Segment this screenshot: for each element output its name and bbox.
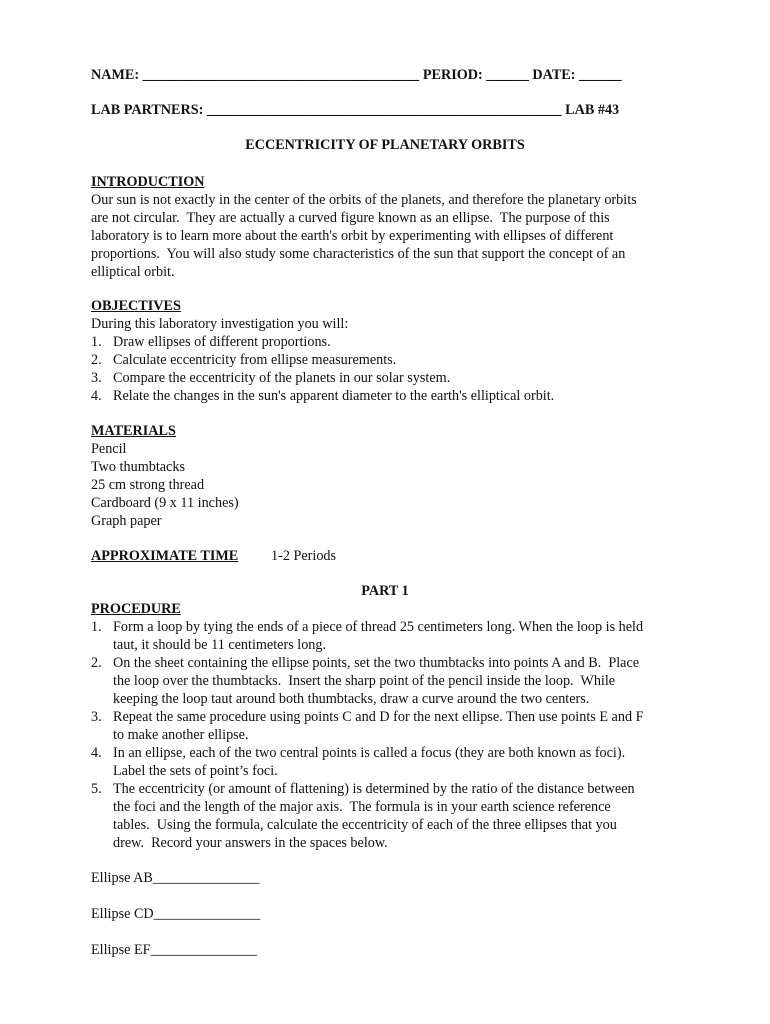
material-item: Graph paper xyxy=(91,513,162,529)
objectives-intro: During this laboratory investigation you will: xyxy=(91,316,349,332)
introduction-line: laboratory is to learn more about the earth's orbit by experimenting with ellipses of different xyxy=(91,228,614,244)
introduction-line: elliptical orbit. xyxy=(91,264,175,280)
introduction-heading: INTRODUCTION xyxy=(91,174,205,190)
objective-text: Compare the eccentricity of the planets in our solar system. xyxy=(113,370,451,386)
approximate-time-heading: APPROXIMATE TIME xyxy=(91,548,239,564)
introduction-line: Our sun is not exactly in the center of the orbits of the planets, and therefore the planetary orbits xyxy=(91,192,637,208)
objective-text: Relate the changes in the sun's apparent diameter to the earth's elliptical orbit. xyxy=(113,388,555,404)
objective-number: 2. xyxy=(91,352,102,368)
step-line: drew. Record your answers in the spaces below. xyxy=(113,835,388,851)
step-line: tables. Using the formula, calculate the eccentricity of each of the three ellipses that you xyxy=(113,817,617,833)
name-period-date-line: NAME: _______________________________________ PERIOD: ______ DATE: ______ xyxy=(91,67,622,83)
material-item: Cardboard (9 x 11 inches) xyxy=(91,495,239,511)
step-line: keeping the loop taut around both thumbtacks, draw a curve around the two centers. xyxy=(113,691,590,707)
materials-heading: MATERIALS xyxy=(91,423,176,439)
material-item: Two thumbtacks xyxy=(91,459,185,475)
part-title: PART 1 xyxy=(361,583,409,599)
step-line: to make another ellipse. xyxy=(113,727,249,743)
answer-ellipse-cd[interactable]: Ellipse CD_______________ xyxy=(91,906,261,922)
step-number: 4. xyxy=(91,745,102,761)
step-number: 2. xyxy=(91,655,102,671)
step-line: taut, it should be 11 centimeters long. xyxy=(113,637,327,653)
step-number: 3. xyxy=(91,709,102,725)
step-line: Repeat the same procedure using points C and D for the next ellipse. Then use points E and F xyxy=(113,709,644,725)
step-line: In an ellipse, each of the two central points is called a focus (they are both known as foci). xyxy=(113,745,626,761)
step-number: 5. xyxy=(91,781,102,797)
material-item: 25 cm strong thread xyxy=(91,477,205,493)
objective-number: 4. xyxy=(91,388,102,404)
step-number: 1. xyxy=(91,619,102,635)
objectives-heading: OBJECTIVES xyxy=(91,298,181,314)
step-line: Label the sets of point’s foci. xyxy=(113,763,278,779)
objective-number: 1. xyxy=(91,334,102,350)
step-line: the loop over the thumbtacks. Insert the sharp point of the pencil inside the loop. While xyxy=(113,673,616,689)
approximate-time-value: 1-2 Periods xyxy=(271,548,337,564)
objective-number: 3. xyxy=(91,370,102,386)
introduction-line: proportions. You will also study some characteristics of the sun that support the concept of an xyxy=(91,246,626,262)
step-line: The eccentricity (or amount of flattening) is determined by the ratio of the distance between xyxy=(113,781,635,797)
lab-partners-line: LAB PARTNERS: __________________________________________________ LAB #43 xyxy=(91,102,620,118)
introduction-line: are not circular. They are actually a curved figure known as an ellipse. The purpose of this xyxy=(91,210,610,226)
material-item: Pencil xyxy=(91,441,127,457)
objective-text: Calculate eccentricity from ellipse measurements. xyxy=(113,352,397,368)
answer-ellipse-ef[interactable]: Ellipse EF_______________ xyxy=(91,942,257,958)
step-line: Form a loop by tying the ends of a piece of thread 25 centimeters long. When the loop is held xyxy=(113,619,644,635)
procedure-heading: PROCEDURE xyxy=(91,601,181,617)
page-title: ECCENTRICITY OF PLANETARY ORBITS xyxy=(245,137,525,153)
objective-text: Draw ellipses of different proportions. xyxy=(113,334,331,350)
answer-ellipse-ab[interactable]: Ellipse AB_______________ xyxy=(91,870,260,886)
step-line: On the sheet containing the ellipse points, set the two thumbtacks into points A and B. Place xyxy=(113,655,640,671)
step-line: the foci and the length of the major axis. The formula is in your earth science reference xyxy=(113,799,611,815)
